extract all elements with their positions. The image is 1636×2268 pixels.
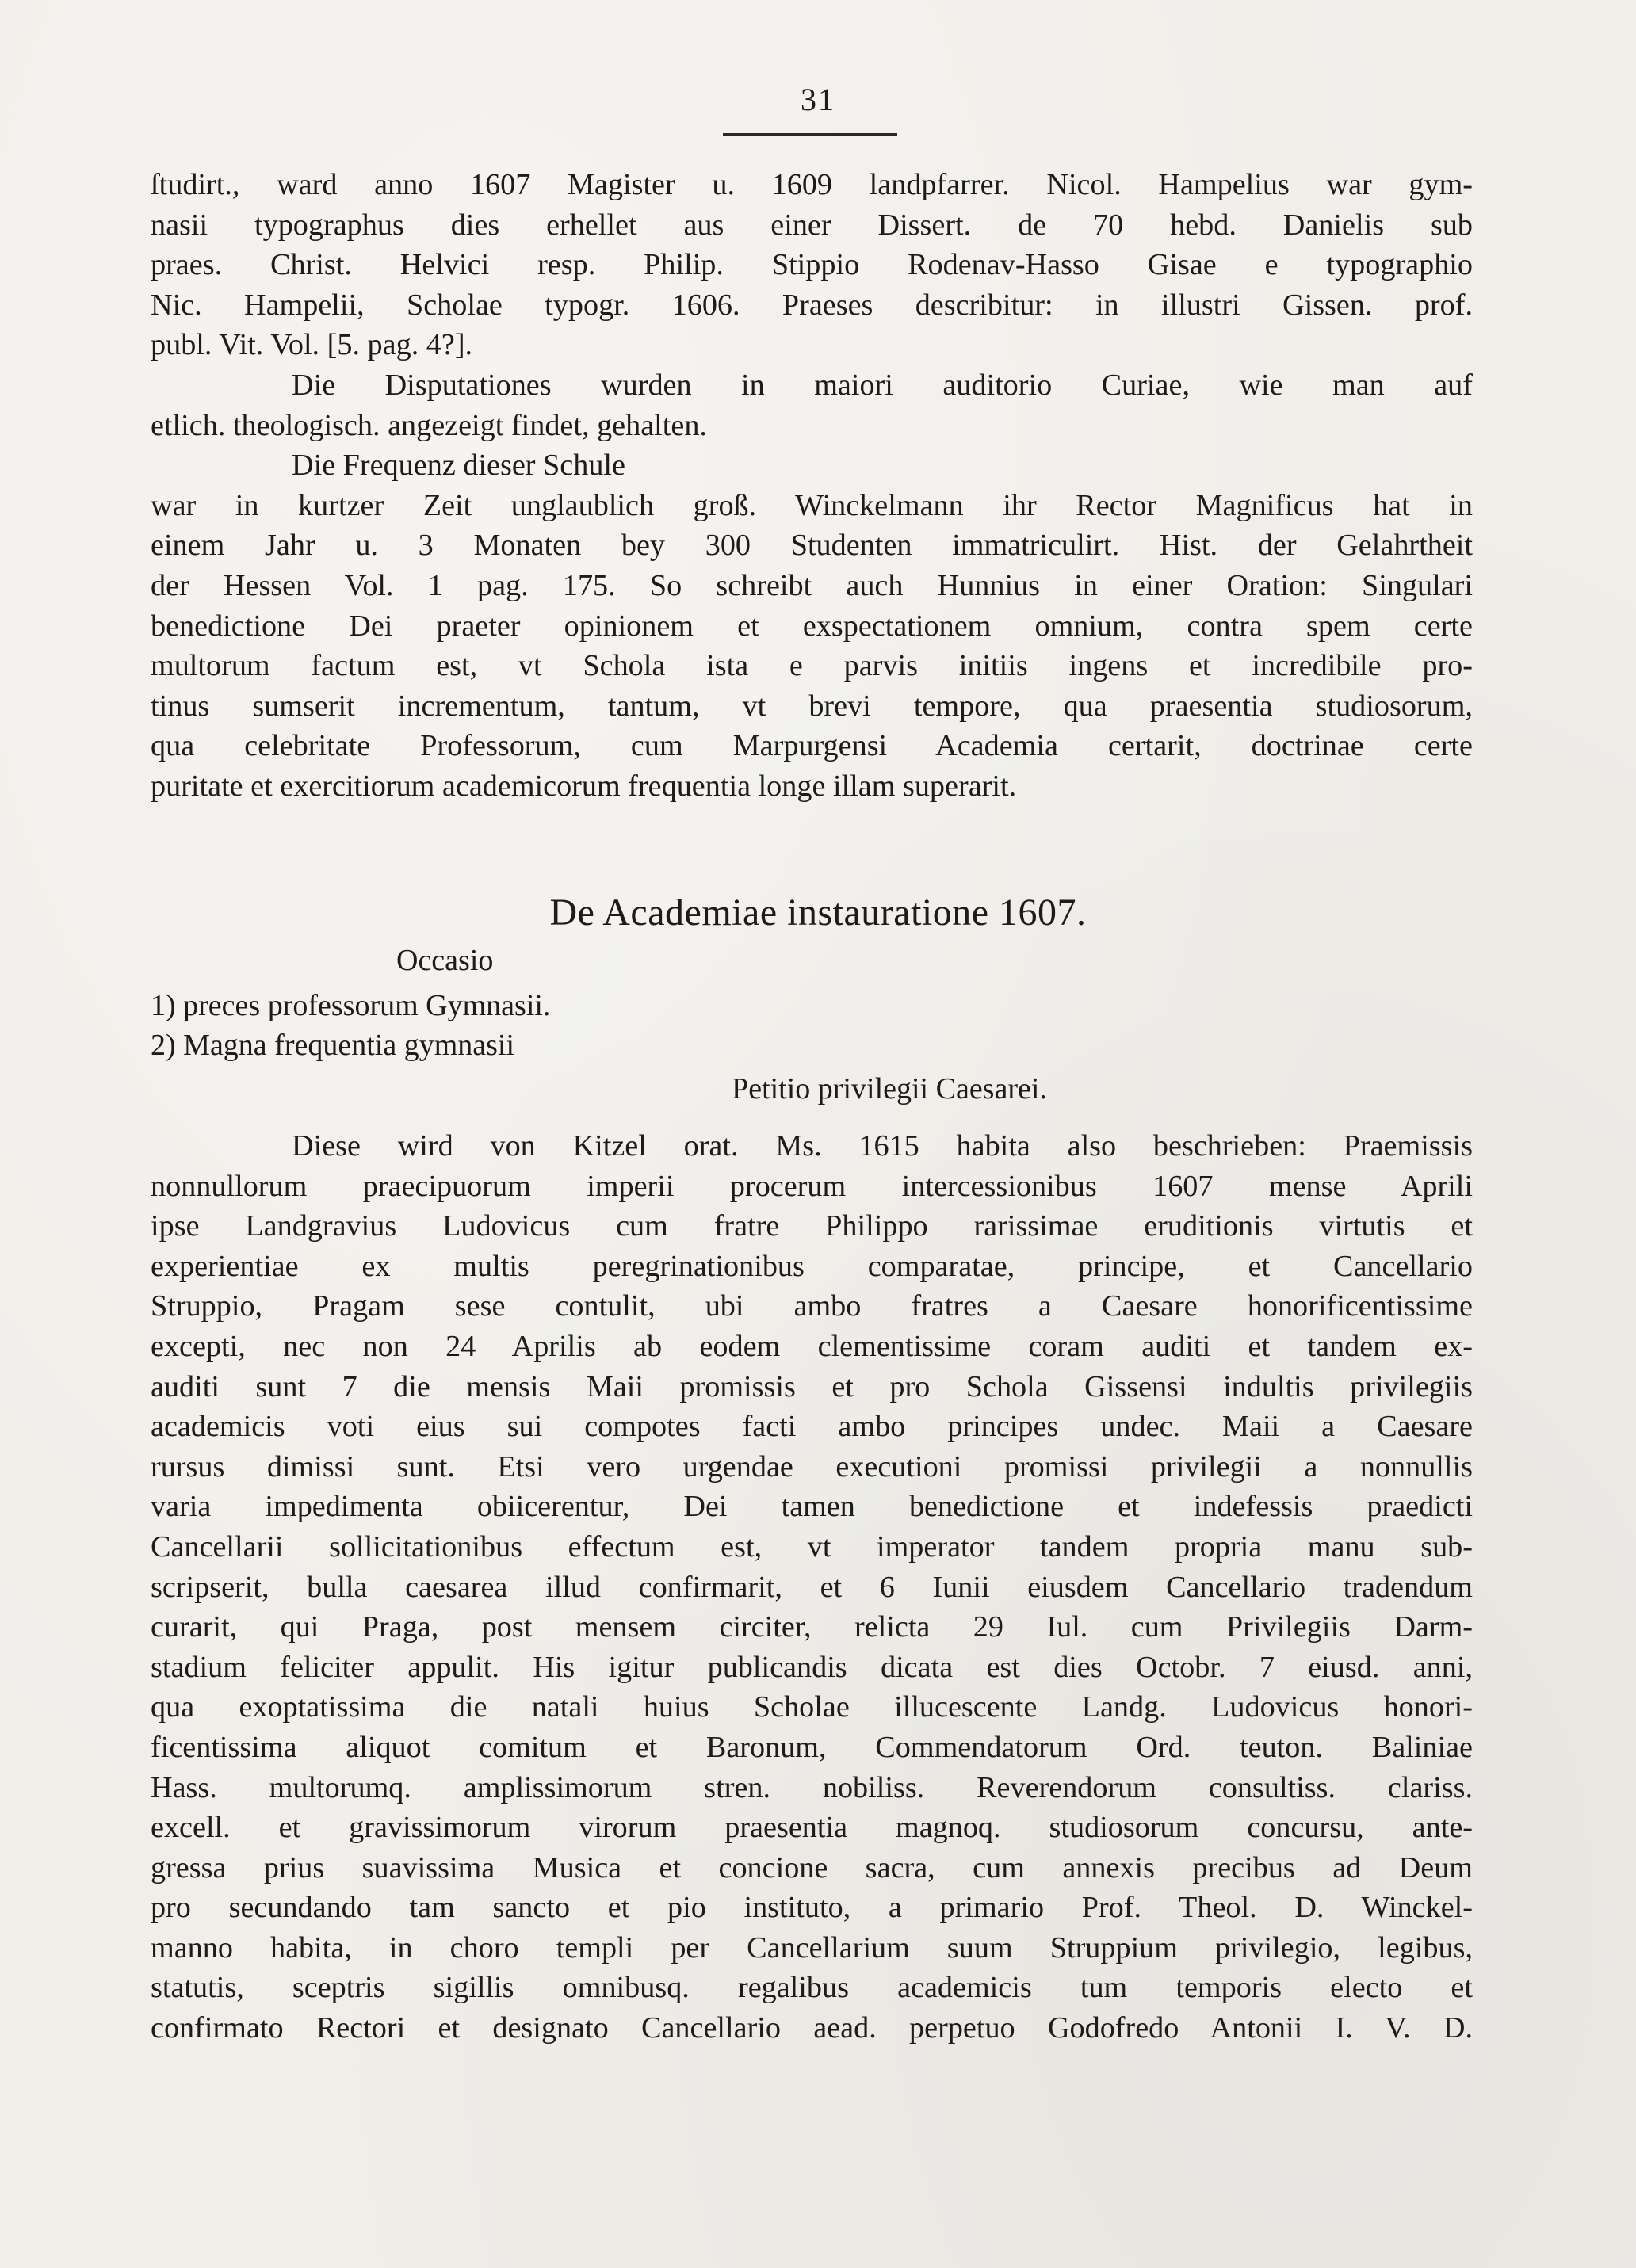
text-line: curarit, qui Praga, post mensem circiter, relicta 29 Iul. cum Privilegiis Darm- [151,1610,1473,1644]
text-line: varia impedimenta obiicerentur, Dei tamen benedictione et indefessis praedicti [151,1490,1473,1524]
text-line: nasii typographus dies erhellet aus einer Dissert. de 70 hebd. Danielis sub [151,208,1473,242]
text-line: manno habita, in choro templi per Cancellarium suum Struppium privilegio, legibus, [151,1930,1473,1964]
text-line: Diese wird von Kitzel orat. Ms. 1615 habita also beschrieben: Praemissis [292,1129,1473,1163]
text-line: stadium feliciter appulit. His igitur publicandis dicata est dies Octobr. 7 eiusd. anni, [151,1650,1473,1684]
paragraph-block-1 [151,165,1473,807]
text-line: excell. et gravissimorum virorum praesentia magnoq. studiosorum concursu, ante- [151,1811,1473,1845]
section-heading-frequenz: Die Frequenz dieser Schule [292,449,625,483]
text-line: qua exoptatissima die natali huius Scholae illucescente Landg. Ludovicus honori- [151,1690,1473,1724]
text-line: academicis voti eius sui compotes facti ambo principes undec. Maii a Caesare [151,1410,1473,1444]
text-line: Die Disputationes wurden in maiori auditorio Curiae, wie man auf [292,368,1473,402]
text-line: der Hessen Vol. 1 pag. 175. So schreibt auch Hunnius in einer Oration: Singulari [151,568,1473,602]
text-line: ficentissima aliquot comitum et Baronum, Commendatorum Ord. teuton. Baliniae [151,1730,1473,1764]
text-line: Cancellarii sollicitationibus effectum est, vt imperator tandem propria manu sub- [151,1529,1473,1564]
list-item: 2) Magna frequentia gymnasii [151,1029,515,1062]
text-line: experientiae ex multis peregrinationibus comparatae, principe, et Cancellario [151,1249,1473,1283]
text-line: pro secundando tam sancto et pio instituto, a primario Prof. Theol. D. Winckel- [151,1891,1473,1925]
text-line: qua celebritate Professorum, cum Marpurgensi Academia certarit, doctrinae certe [151,729,1473,763]
text-line: puritate et exercitiorum academicorum frequentia longe illam superarit. [151,769,1017,803]
text-line: nonnullorum praecipuorum imperii procerum intercessionibus 1607 mense Aprili [151,1169,1473,1203]
section-title: De Academiae instauratione 1607. [549,892,1087,934]
text-line: tinus sumserit incrementum, tantum, vt brevi tempore, qua praesentia studiosorum, [151,689,1473,723]
page-number: 31 [801,82,835,117]
subheading-occasio: Occasio [396,944,494,977]
paragraph-block-2 [151,1126,1473,2048]
text-line: scripserit, bulla caesarea illud confirmarit, et 6 Iunii eiusdem Cancellario tradendum [151,1570,1473,1604]
text-line: praes. Christ. Helvici resp. Philip. Stippio Rodenav-Hasso Gisae e typographio [151,248,1473,282]
text-line: Struppio, Pragam sese contulit, ubi ambo fratres a Caesare honorificentissime [151,1289,1473,1323]
text-line: excepti, nec non 24 Aprilis ab eodem clementissime coram auditi et tandem ex- [151,1329,1473,1363]
text-line: gressa prius suavissima Musica et concione sacra, cum annexis precibus ad Deum [151,1850,1473,1884]
text-line: Nic. Hampelii, Scholae typogr. 1606. Praeses describitur: in illustri Gissen. prof. [151,288,1473,322]
text-line: war in kurtzer Zeit unglaublich groß. Winckelmann ihr Rector Magnificus hat in [151,488,1473,522]
text-line: einem Jahr u. 3 Monaten bey 300 Studenten immatriculirt. Hist. der Gelahrtheit [151,529,1473,563]
subheading-petitio: Petitio privilegii Caesarei. [732,1072,1047,1105]
list-item: 1) preces professorum Gymnasii. [151,989,551,1022]
page-number-rule [723,133,897,136]
text-line: multorum factum est, vt Schola ista e parvis initiis ingens et incredibile pro- [151,649,1473,683]
text-line: auditi sunt 7 die mensis Maii promissis et pro Schola Gissensi indultis privilegiis [151,1369,1473,1403]
text-line: Hass. multorumq. amplissimorum stren. nobiliss. Reverendorum consultiss. clariss. [151,1770,1473,1804]
text-line: rursus dimissi sunt. Etsi vero urgendae executioni promissi privilegii a nonnullis [151,1449,1473,1483]
text-line: etlich. theologisch. angezeigt findet, gehalten. [151,408,707,442]
text-line: ipse Landgravius Ludovicus cum fratre Philippo rarissimae eruditionis virtutis et [151,1209,1473,1243]
text-line: publ. Vit. Vol. [5. pag. 4?]. [151,328,473,362]
text-line: statutis, sceptris sigillis omnibusq. regalibus academicis tum temporis electo et [151,1971,1473,2005]
text-line: ſtudirt., ward anno 1607 Magister u. 1609 landpfarrer. Nicol. Hampelius war gym- [151,168,1473,201]
text-line: benedictione Dei praeter opinionem et exspectationem omnium, contra spem certe [151,609,1473,643]
text-line: confirmato Rectori et designato Cancellario aead. perpetuo Godofredo Antonii I. V. D. [151,2011,1473,2045]
